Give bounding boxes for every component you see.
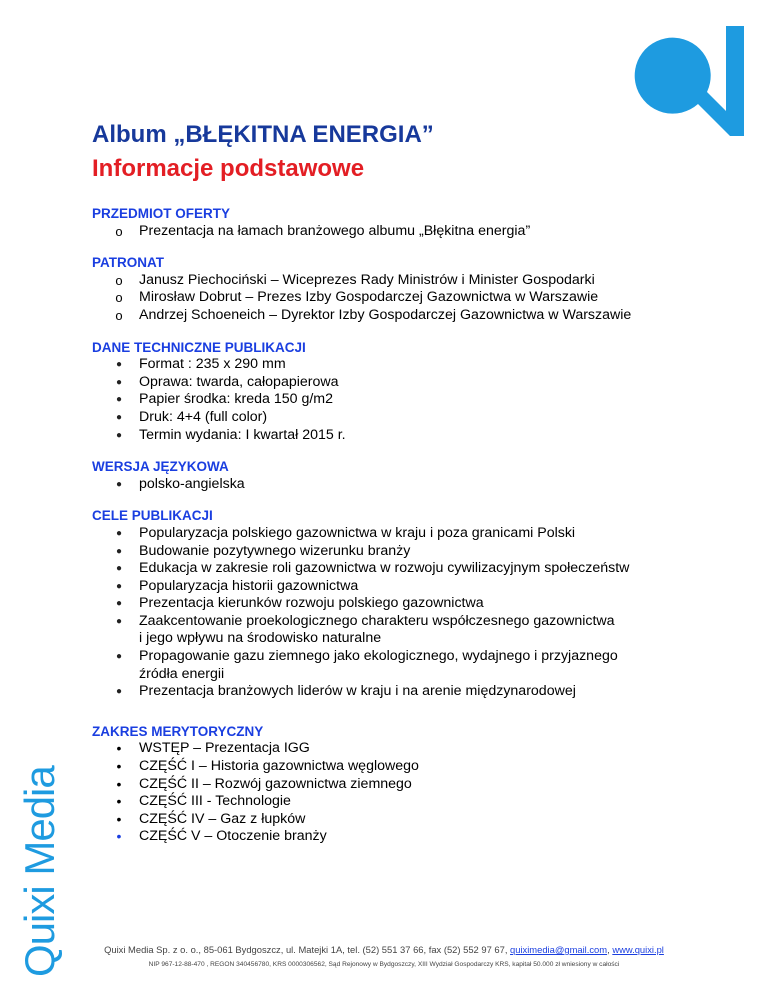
- section-list: [92, 356, 732, 444]
- circle-bullet-icon: o: [115, 223, 123, 239]
- list-item: [92, 793, 732, 811]
- list-item-text: CZĘŚĆ III - Technologie: [139, 793, 291, 810]
- list-item-text: Mirosław Dobrut – Prezes Izby Gospodarczej Gazownictwa w Warszawie: [139, 289, 599, 306]
- circle-bullet-icon: o: [115, 307, 123, 323]
- bullet-icon: •: [116, 775, 122, 792]
- section-heading: PRZEDMIOT OFERTY: [92, 206, 230, 221]
- list-item: [92, 307, 732, 325]
- list-item-text: Prezentacja branżowych liderów w kraju i na arenie międzynarodowej: [139, 683, 576, 700]
- section-list: [92, 525, 732, 701]
- list-item-text: CZĘŚĆ II – Rozwój gazownictwa ziemnego: [139, 775, 412, 792]
- list-item: [92, 758, 732, 776]
- list-item: [92, 476, 732, 494]
- footer-contact: [0, 944, 768, 955]
- list-item: [92, 595, 732, 613]
- list-item-text: Termin wydania: I kwartał 2015 r.: [139, 426, 346, 443]
- bullet-icon: ●: [115, 411, 123, 423]
- bullet-icon: ●: [115, 651, 123, 663]
- bullet-icon: ●: [115, 394, 123, 406]
- footer-email-link[interactable]: quiximedia@gmail.com: [510, 944, 608, 955]
- bullet-icon: •: [116, 740, 122, 757]
- vertical-brand-name: Quixi Media: [16, 766, 63, 977]
- logo-q-shape: [614, 26, 744, 136]
- bullet-icon: ●: [115, 615, 123, 627]
- bullet-icon: ●: [115, 545, 123, 557]
- section-language: [92, 458, 732, 493]
- list-item: [92, 289, 732, 307]
- section-offer: [92, 205, 732, 240]
- list-item-text: Druk: 4+4 (full color): [139, 408, 268, 425]
- list-item: [92, 776, 732, 794]
- list-item-text: CZĘŚĆ IV – Gaz z łupków: [139, 810, 306, 827]
- list-item: [92, 560, 732, 578]
- list-item-text: Budowanie pozytywnego wizerunku branży: [139, 542, 411, 559]
- list-item: [92, 683, 732, 701]
- list-item: [92, 272, 732, 290]
- list-item: [92, 391, 732, 409]
- list-item: [92, 543, 732, 561]
- list-item: [92, 374, 732, 392]
- footer-separator: ,: [607, 944, 613, 955]
- list-item-text: WSTĘP – Prezentacja IGG: [139, 740, 310, 757]
- section-heading: DANE TECHNICZNE PUBLIKACJI: [92, 339, 306, 355]
- list-item-text: Papier środka: kreda 150 g/m2: [139, 391, 334, 408]
- list-item: [92, 223, 732, 241]
- circle-bullet-icon: o: [115, 272, 123, 288]
- bullet-icon: •: [116, 793, 122, 810]
- section-scope: [92, 723, 732, 846]
- list-item-text: CZĘŚĆ V – Otoczenie branży: [139, 828, 327, 845]
- list-item: [92, 409, 732, 427]
- album-title: Album „BŁĘKITNA ENERGIA”: [92, 121, 434, 148]
- list-item-text: Popularyzacja polskiego gazownictwa w kraju i poza granicami Polski: [139, 524, 576, 541]
- list-item: [92, 648, 732, 683]
- bullet-icon: ●: [115, 598, 123, 610]
- section-list: [92, 223, 732, 241]
- list-item-text: CZĘŚĆ I – Historia gazownictwa węglowego: [139, 758, 419, 775]
- footer-address: Quixi Media Sp. z o. o., 85-061 Bydgoszcz, ul. Matejki 1A, tel. (52) 551 37 66, fax (52) 552 97 67,: [104, 944, 511, 955]
- list-item: [92, 578, 732, 596]
- page-subtitle: Informacje podstawowe: [92, 155, 365, 182]
- bullet-icon: ●: [115, 429, 123, 441]
- circle-bullet-icon: o: [115, 290, 123, 306]
- list-item-text: Popularyzacja historii gazownictwa: [139, 577, 359, 594]
- list-item-text: Propagowanie gazu ziemnego jako ekologicznego, wydajnego i przyjaznego: [139, 648, 618, 665]
- footer-website-link[interactable]: www.quixi.pl: [612, 944, 664, 955]
- list-item-text: Prezentacja na łamach branżowego albumu „Błękitna energia”: [139, 222, 531, 239]
- section-heading: PATRONAT: [92, 255, 164, 271]
- section-heading: CELE PUBLIKACJI: [92, 508, 213, 524]
- list-item-text: Prezentacja kierunków rozwoju polskiego gazownictwa: [139, 595, 484, 612]
- bullet-icon: ●: [115, 527, 123, 539]
- bullet-icon: •: [116, 810, 122, 827]
- bullet-icon: ●: [115, 580, 123, 592]
- list-item-text: Zaakcentowanie proekologicznego charakteru współczesnego gazownictwa: [139, 612, 615, 629]
- section-list: [92, 476, 732, 494]
- list-item: [92, 740, 732, 758]
- list-item-continuation: i jego wpływu na środowisko naturalne: [139, 630, 382, 647]
- list-item-text: Janusz Piechociński – Wiceprezes Rady Ministrów i Minister Gospodarki: [139, 271, 595, 288]
- bullet-icon: •: [116, 828, 122, 845]
- section-heading: WERSJA JĘZYKOWA: [92, 459, 229, 475]
- bullet-icon: ●: [115, 376, 123, 388]
- list-item: [92, 613, 732, 648]
- list-item-text: Format : 235 x 290 mm: [139, 356, 286, 373]
- document-body: [92, 205, 732, 860]
- list-item: [92, 427, 732, 445]
- list-item-text: Oprawa: twarda, całopapierowa: [139, 373, 339, 390]
- bullet-icon: •: [116, 758, 122, 775]
- list-item-text: polsko-angielska: [139, 475, 245, 492]
- bullet-icon: ●: [115, 359, 123, 371]
- section-patronage: [92, 254, 732, 324]
- quixi-logo-icon: [614, 26, 744, 136]
- list-item-text: Andrzej Schoeneich – Dyrektor Izby Gospodarczej Gazownictwa w Warszawie: [139, 306, 632, 323]
- section-list: [92, 272, 732, 325]
- list-item: [92, 828, 732, 846]
- bullet-icon: ●: [115, 563, 123, 575]
- list-item-continuation: źródła energii: [139, 665, 225, 682]
- section-heading: ZAKRES MERYTORYCZNY: [92, 723, 264, 739]
- list-item: [92, 811, 732, 829]
- section-technical: [92, 339, 732, 445]
- section-list: [92, 740, 732, 846]
- section-goals: [92, 507, 732, 701]
- list-item-text: Edukacja w zakresie roli gazownictwa w rozwoju cywilizacyjnym społeczeństw: [139, 560, 630, 577]
- list-item: [92, 525, 732, 543]
- footer-registry: NIP 967-12-88-470 , REGON 340456780, KRS 0000306562, Sąd Rejonowy w Bydgoszczy, XIII Wydział Gospodarczy KRS, kapitał 50.000 zł wniesiony w całości: [148, 961, 620, 968]
- bullet-icon: ●: [115, 478, 123, 490]
- list-item: [92, 356, 732, 374]
- bullet-icon: ●: [115, 686, 123, 698]
